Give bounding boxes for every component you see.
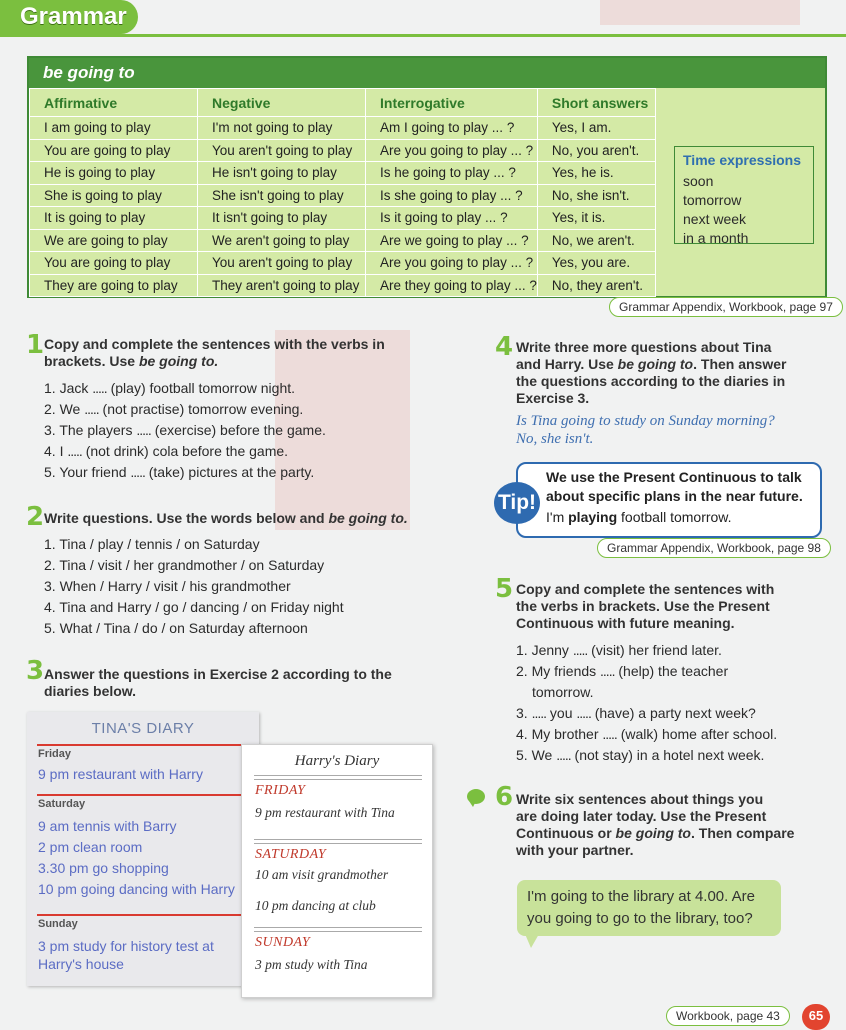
exercise-3-instruction [44, 666, 414, 700]
table-cell: Yes, he is. [537, 162, 655, 185]
diary-rule [254, 927, 422, 932]
table-cell: I'm not going to play [198, 117, 366, 140]
table-row [30, 162, 656, 185]
tip-line: about specific plans in the near future. [546, 488, 803, 504]
instruction-line: Copy and complete the sentences with the verbs in [44, 336, 385, 352]
item-text: 5. Your friend [44, 464, 131, 480]
diary-day-friday: Friday [38, 748, 72, 760]
exercise-5-instruction [516, 581, 816, 632]
exercise-3-number: 3 [26, 656, 45, 686]
list-item [516, 640, 777, 661]
item-text: (play) football tomorrow night. [106, 380, 296, 396]
table-row [30, 252, 656, 275]
list-item: 1. Tina / play / tennis / on Saturday [44, 536, 260, 552]
instruction-line: with your partner. [516, 842, 634, 858]
instruction-line: Exercise 3. [516, 390, 590, 406]
item-text: 3. [516, 705, 532, 721]
list-item [44, 420, 326, 441]
table-cell: Yes, you are. [537, 252, 655, 275]
diary-entry: 9 am tennis with Barry [38, 818, 177, 834]
instruction-line [516, 356, 816, 373]
table-cell: He isn't going to play [198, 162, 366, 185]
tip-example-bold: playing [568, 509, 618, 525]
exercise-2-number: 2 [26, 502, 45, 532]
instruction-line: the questions according to the diaries in [516, 373, 786, 389]
table-cell: You are going to play [30, 252, 198, 275]
item-text: (not stay) in a hotel next week. [570, 747, 765, 763]
time-expressions-box [674, 146, 814, 244]
diary-entry: 2 pm clean room [38, 839, 143, 855]
list-item: 5. What / Tina / do / on Saturday afternoon [44, 620, 308, 636]
list-item [516, 661, 777, 682]
item-text: 4. I [44, 443, 68, 459]
item-text: (walk) home after school. [616, 726, 778, 742]
table-cell: No, they aren't. [537, 274, 655, 297]
exercise-6-number: 6 [495, 782, 514, 812]
example-answer: No, she isn't. [516, 431, 594, 447]
diary-day-friday: FRIDAY [255, 783, 306, 798]
instruction-line: Copy and complete the sentences with [516, 581, 775, 597]
diary-day-saturday: SATURDAY [255, 847, 327, 862]
header-affirmative: Affirmative [30, 89, 198, 117]
instruction-text: . Then answer [693, 356, 787, 372]
diary-rule [254, 839, 422, 844]
item-text: (have) a party next week? [590, 705, 756, 721]
table-cell: Yes, I am. [537, 117, 655, 140]
diary-rule [254, 775, 422, 780]
instruction-line: Continuous with future meaning. [516, 615, 735, 631]
instruction-line: Answer the questions in Exercise 2 according to the [44, 666, 392, 682]
top-rule [0, 34, 846, 37]
blank: ..... [600, 663, 615, 679]
example-question: Is Tina going to study on Sunday morning? [516, 413, 775, 429]
item-text: 1. Jack [44, 380, 93, 396]
blank: ..... [130, 464, 145, 480]
diary-entry: 10 pm going dancing with Harry [38, 881, 235, 897]
example-speech-bubble [517, 880, 781, 936]
table-cell: No, you aren't. [537, 139, 655, 162]
table-cell: She is going to play [30, 184, 198, 207]
table-row [30, 139, 656, 162]
instruction-emphasis: be going to. [138, 353, 219, 369]
diary-rule [37, 914, 247, 916]
list-item-continuation: tomorrow. [532, 684, 594, 700]
table-cell: Are we going to play ... ? [366, 229, 538, 252]
instruction-emphasis: be going to [615, 825, 691, 841]
exercise-1-list [44, 378, 326, 483]
table-cell: He is going to play [30, 162, 198, 185]
header-negative: Negative [198, 89, 366, 117]
item-text: 1. Jenny [516, 642, 573, 658]
grammar-box [27, 56, 827, 298]
exercise-1-number: 1 [26, 330, 45, 360]
blank: ..... [84, 401, 99, 417]
page-number: 65 [802, 1004, 830, 1030]
instruction-line [44, 353, 404, 370]
tip-text [546, 468, 814, 527]
item-text: (not drink) cola before the game. [81, 443, 289, 459]
diary-entry: 9 pm restaurant with Harry [38, 766, 203, 782]
grammar-table [29, 88, 656, 297]
table-row [30, 229, 656, 252]
table-header-row [30, 89, 656, 117]
table-cell: I am going to play [30, 117, 198, 140]
blank: ..... [556, 747, 571, 763]
bubble-line: I'm going to the library at 4.00. Are [527, 888, 755, 905]
instruction-text: . Then compare [690, 825, 795, 841]
time-expression: next week [683, 211, 747, 227]
item-text: 2. My friends [516, 663, 601, 679]
exercise-5-number: 5 [495, 574, 514, 604]
grammar-appendix-ref: Grammar Appendix, Workbook, page 97 [609, 297, 843, 317]
blank: ..... [92, 380, 107, 396]
instruction-text: brackets. Use [44, 353, 139, 369]
table-cell: Is it going to play ... ? [366, 207, 538, 230]
item-text: (help) the teacher [614, 663, 729, 679]
item-text: you [546, 705, 577, 721]
table-cell: She isn't going to play [198, 184, 366, 207]
blank: ..... [67, 443, 82, 459]
blank: ..... [572, 642, 588, 658]
harrys-diary [241, 744, 433, 998]
list-item [516, 703, 777, 724]
list-item: 2. Tina / visit / her grandmother / on Saturday [44, 557, 325, 573]
tip-line: We use the Present Continuous to talk [546, 469, 802, 485]
diary-entry: 10 am visit grandmother [255, 867, 389, 882]
grammar-box-title: be going to [29, 58, 825, 88]
header-interrogative: Interrogative [366, 89, 538, 117]
exercise-4-instruction [516, 339, 816, 407]
bleed-through-shape [600, 0, 800, 25]
item-text: 3. The players [44, 422, 137, 438]
list-item [44, 378, 326, 399]
blank: ..... [136, 422, 151, 438]
table-cell: Is she going to play ... ? [366, 184, 538, 207]
item-text: 5. We [516, 747, 557, 763]
diary-day-saturday: Saturday [38, 798, 86, 810]
instruction-emphasis: be going to [617, 356, 694, 372]
instruction-line [516, 825, 816, 842]
time-expression: in a month [683, 230, 749, 246]
table-cell: No, she isn't. [537, 184, 655, 207]
tip-badge: Tip! [494, 482, 540, 524]
time-expressions-title: Time expressions [683, 152, 802, 168]
tip-example [546, 508, 814, 527]
diary-title: Harry's Diary [294, 753, 380, 769]
table-cell: Are you going to play ... ? [366, 252, 538, 275]
instruction-line: Write six sentences about things you [516, 791, 764, 807]
table-cell: No, we aren't. [537, 229, 655, 252]
diary-title: TINA'S DIARY [91, 720, 195, 737]
diary-rule [37, 794, 247, 796]
instruction-emphasis: be going to. [328, 510, 408, 526]
diary-entry: Harry's house [38, 956, 124, 972]
diary-entry: 3 pm study for history test at [38, 938, 214, 954]
exercise-6-instruction [516, 791, 816, 859]
instruction-text: and Harry. Use [516, 356, 618, 372]
instruction-line: the verbs in brackets. Use the Present [516, 598, 770, 614]
speech-bubble-icon [467, 789, 485, 804]
table-cell: It isn't going to play [198, 207, 366, 230]
exercise-5-list [516, 640, 777, 766]
list-item [44, 462, 326, 483]
table-cell: They are going to play [30, 274, 198, 297]
list-item [516, 724, 777, 745]
item-text: (visit) her friend later. [587, 642, 722, 658]
table-cell: Am I going to play ... ? [366, 117, 538, 140]
table-row [30, 274, 656, 297]
table-cell: Is he going to play ... ? [366, 162, 538, 185]
time-expression: soon [683, 173, 714, 189]
diary-day-sunday: Sunday [38, 918, 78, 930]
diary-entry: 10 pm dancing at club [255, 898, 376, 913]
list-item: 4. Tina and Harry / go / dancing / on Friday night [44, 599, 344, 615]
tinas-diary [27, 712, 259, 986]
instruction-line: Write three more questions about Tina [516, 339, 772, 355]
instruction-line: diaries below. [44, 683, 137, 699]
exercise-2-list [44, 534, 344, 639]
list-item [516, 745, 777, 766]
diary-rule [37, 744, 247, 746]
blank: ..... [576, 705, 591, 721]
item-text: (exercise) before the game. [150, 422, 326, 438]
instruction-text: Write questions. Use the words below and [44, 510, 329, 526]
exercise-4-number: 4 [495, 332, 514, 362]
exercise-1-instruction [44, 336, 404, 370]
item-text: (not practise) tomorrow evening. [98, 401, 304, 417]
section-banner: Grammar [0, 0, 138, 34]
item-text: 4. My brother [516, 726, 603, 742]
table-row [30, 207, 656, 230]
tip-example-text: I'm [546, 509, 569, 525]
table-row [30, 184, 656, 207]
diary-day-sunday: SUNDAY [255, 935, 311, 950]
item-text: 2. We [44, 401, 85, 417]
table-cell: We are going to play [30, 229, 198, 252]
table-cell: Are you going to play ... ? [366, 139, 538, 162]
table-cell: We aren't going to play [198, 229, 366, 252]
time-expression: tomorrow [683, 192, 742, 208]
exercise-2-instruction [44, 510, 424, 527]
tip-example-text: football tomorrow. [617, 509, 732, 525]
blank: ..... [531, 705, 547, 721]
instruction-line: are doing later today. Use the Present [516, 808, 767, 824]
header-short-answers: Short answers [537, 89, 655, 117]
table-cell: It is going to play [30, 207, 198, 230]
diary-entry: 9 pm restaurant with Tina [255, 805, 395, 820]
instruction-text: Continuous or [516, 825, 616, 841]
diary-entry: 3 pm study with Tina [255, 957, 368, 972]
workbook-ref: Workbook, page 43 [666, 1006, 790, 1026]
list-item [44, 399, 326, 420]
bubble-line: you going to go to the library, too? [527, 910, 753, 927]
item-text: (take) pictures at the party. [144, 464, 315, 480]
table-cell: You are going to play [30, 139, 198, 162]
list-item [44, 441, 326, 462]
blank: ..... [602, 726, 617, 742]
table-cell: They aren't going to play [198, 274, 366, 297]
bubble-tail [525, 934, 539, 948]
table-cell: You aren't going to play [198, 252, 366, 275]
diary-entry: 3.30 pm go shopping [38, 860, 169, 876]
table-cell: Yes, it is. [537, 207, 655, 230]
table-row [30, 117, 656, 140]
list-item: 3. When / Harry / visit / his grandmother [44, 578, 291, 594]
table-cell: You aren't going to play [198, 139, 366, 162]
tip-appendix-ref: Grammar Appendix, Workbook, page 98 [597, 538, 831, 558]
table-cell: Are they going to play ... ? [366, 274, 538, 297]
